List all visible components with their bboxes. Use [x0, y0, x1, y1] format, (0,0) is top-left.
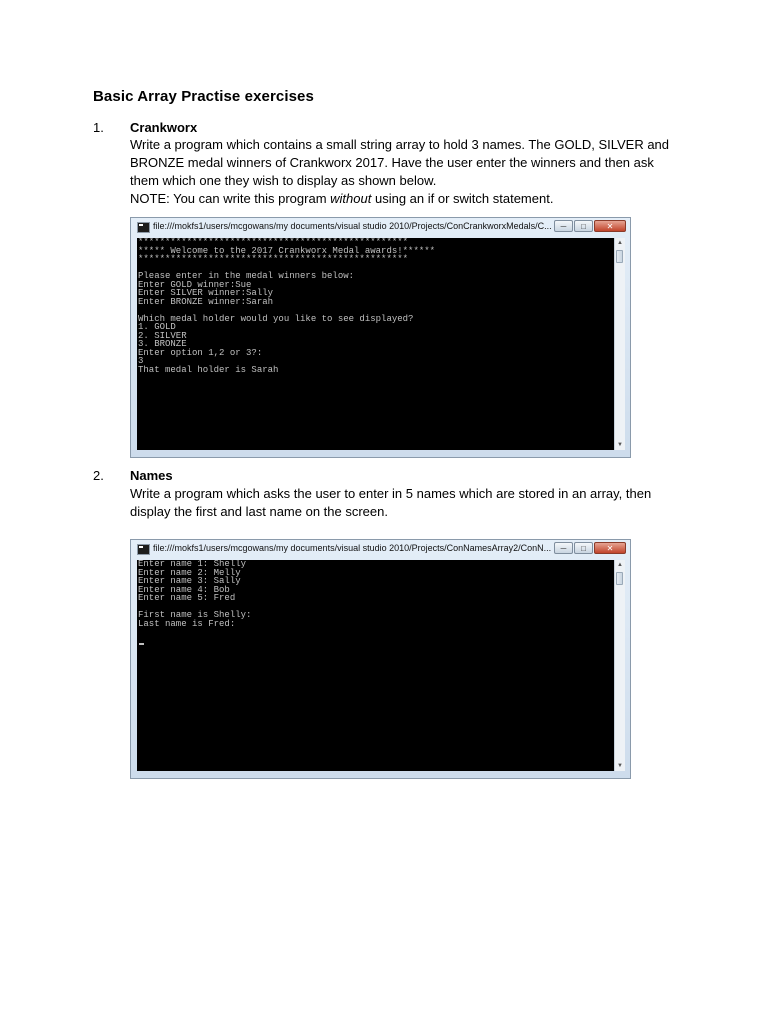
exercise-2-number: 2.: [93, 468, 104, 483]
note-emphasis: without: [330, 191, 372, 206]
exercise-2-line: display the first and last name on the screen.: [130, 504, 388, 519]
console-output: Enter name 1: Shelly Enter name 2: Melly Enter name 3: Sally Enter name 4: Bob Enter name 5: Fred First name is Shelly: Last name is Fred:: [138, 560, 252, 629]
scroll-down-icon[interactable]: ▼: [617, 442, 623, 448]
close-icon[interactable]: ✕: [594, 542, 626, 554]
scroll-up-icon[interactable]: ▲: [617, 240, 623, 246]
window-title: file:///mokfs1/users/mcgowans/my documents/visual studio 2010/Projects/ConCrankworxMedals/C...: [153, 221, 552, 231]
exercise-1-number: 1.: [93, 120, 104, 135]
scroll-down-icon[interactable]: ▼: [617, 763, 623, 769]
scroll-thumb[interactable]: [616, 572, 623, 585]
window-controls: [553, 542, 626, 554]
console-app-icon: [137, 222, 150, 233]
note-text: NOTE: You can write this program: [130, 191, 331, 206]
console-app-icon: [137, 544, 150, 555]
title-bar[interactable]: [131, 540, 630, 559]
exercise-1-description: [130, 136, 675, 208]
note-text: using an if or switch statement.: [371, 191, 554, 206]
console-output-area[interactable]: [137, 238, 614, 450]
exercise-2-heading: Names: [130, 468, 173, 483]
page-title: Basic Array Practise exercises: [93, 88, 314, 105]
console-window-names: [130, 539, 631, 779]
minimize-icon[interactable]: ─: [554, 220, 573, 232]
exercise-1-line: them which one they wish to display as shown below.: [130, 173, 437, 188]
scroll-up-icon[interactable]: ▲: [617, 562, 623, 568]
maximize-icon[interactable]: □: [574, 542, 593, 554]
exercise-2-line: Write a program which asks the user to enter in 5 names which are stored in an array, then: [130, 486, 652, 501]
exercise-2-description: [130, 485, 675, 521]
window-controls: [553, 220, 626, 232]
window-title: file:///mokfs1/users/mcgowans/my documents/visual studio 2010/Projects/ConNamesArray2/ConN...: [153, 543, 552, 553]
console-output: ************************************************** ***** Welcome to the 2017 Crankworx Medal awards!****** ************************************************** Please enter in the medal winners below: Enter GOLD winner:Sue Enter SILVER winner:Sally Enter BRONZE winner:Sarah Which medal holder would you like to see displayed? 1. GOLD 2. SILVER 3. BRONZE Enter option 1,2 or 3?: 3 That medal holder is Sarah: [138, 238, 436, 375]
title-bar[interactable]: [131, 218, 630, 237]
exercise-1-line: Write a program which contains a small string array to hold 3 names. The GOLD, SILVER and: [130, 137, 670, 152]
scroll-thumb[interactable]: [616, 250, 623, 263]
exercise-1-note: [130, 190, 675, 208]
console-output-area[interactable]: [137, 560, 614, 771]
vertical-scrollbar[interactable]: [614, 238, 625, 450]
console-window-crankworx: [130, 217, 631, 458]
exercise-1-line: BRONZE medal winners of Crankworx 2017. Have the user enter the winners and then ask: [130, 155, 654, 170]
vertical-scrollbar[interactable]: [614, 560, 625, 771]
maximize-icon[interactable]: □: [574, 220, 593, 232]
close-icon[interactable]: ✕: [594, 220, 626, 232]
text-cursor: [139, 643, 144, 645]
minimize-icon[interactable]: ─: [554, 542, 573, 554]
exercise-1-heading: Crankworx: [130, 120, 198, 135]
